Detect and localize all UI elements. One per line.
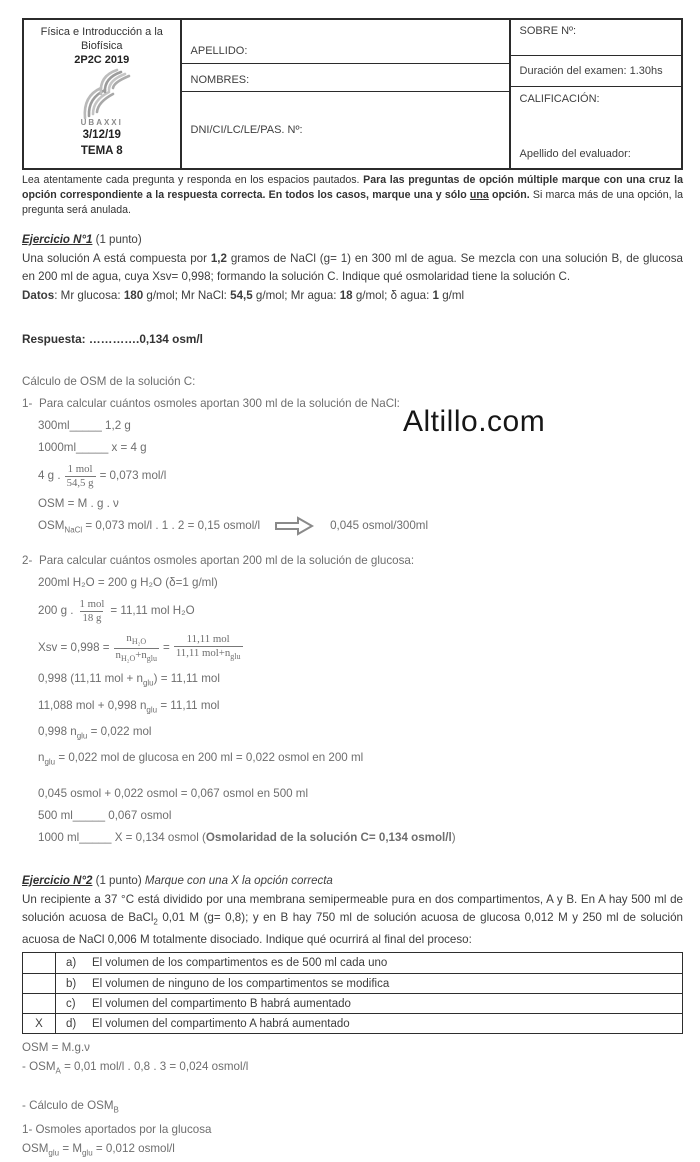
option-b-text: El volumen de ninguno de los compartimentos se modifica	[92, 977, 390, 990]
course-title-line2: Biofísica	[80, 40, 123, 52]
calc-final-line: 1000 ml_____ X = 0,134 osmol (Osmolaridad de la solución C= 0,134 osmol/l)	[38, 830, 456, 844]
calc-osm-formula: OSM = M . g . ν	[38, 497, 119, 510]
sol2-glucosa-step: 1- Osmoles aportados por la glucosa	[22, 1122, 212, 1136]
option-c-text: El volumen del compartimento B habrá aumentado	[92, 997, 351, 1010]
instructions-bold-2: opción.	[488, 189, 530, 201]
options-table	[22, 952, 683, 1034]
nombres-field	[182, 64, 509, 92]
option-c-letter: c)	[66, 997, 76, 1010]
apellido-field	[182, 20, 509, 64]
option-a-text: El volumen de los compartimentos es de 500 ml cada uno	[92, 956, 388, 969]
exam-tema: TEMA 8	[80, 145, 123, 157]
exercise1-statement	[22, 250, 683, 286]
sol2-calc-osm-b: - Cálculo de $OSM_B$	[22, 1099, 119, 1115]
nombres-label: NOMBRES:	[190, 74, 250, 86]
step2-text: Para calcular cuántos osmoles aportan 200 ml de la solución de glucosa:	[39, 554, 415, 568]
step2-number: 2-	[22, 554, 33, 568]
dni-field	[182, 92, 509, 168]
option-d-text: El volumen del compartimento A habrá aumentado	[92, 1017, 350, 1030]
option-b-letter: b)	[66, 977, 77, 990]
option-a-letter: a)	[66, 956, 77, 969]
datos-value-3: 18	[339, 289, 353, 302]
exam-date: 3/12/19	[82, 129, 121, 141]
sobre-field	[511, 20, 681, 56]
ubaxxi-logo-caption: UBAXXI	[80, 118, 123, 127]
header-course-cell	[24, 20, 182, 168]
calificacion-field	[511, 87, 681, 168]
calc-500ml-line: 500 ml_____ 0,067 osmol	[38, 808, 172, 822]
calc-line-1000ml: 1000ml_____ x = 4 g	[38, 441, 147, 454]
instructions-bold-1: Para las preguntas de opción múltiple marque con una cruz la opción correspondiente a la respuesta correcta. En todos los casos, marque una y sólo	[22, 174, 683, 201]
option-d-markbox[interactable]: X	[23, 1014, 56, 1033]
header-table	[22, 18, 683, 170]
instructions-paragraph	[22, 173, 683, 218]
exercise1-datos-line	[22, 287, 683, 305]
exercise1-title: Ejercicio N°1	[22, 234, 93, 246]
evaluador-label: Apellido del evaluador:	[519, 148, 631, 160]
exercise1-heading	[22, 232, 683, 249]
calc-glu-eq-4: $n_{glu} = 0,022$ mol de glucosa en 200 ml = 0,022 osmol en 200 ml	[38, 751, 364, 767]
bacl2-subscript: 2	[153, 916, 158, 926]
frac2-result: = 11,11 mol H₂O	[110, 604, 195, 618]
frac1-result: = 0,073 mol/l	[99, 469, 167, 482]
exercise2-title: Ejercicio N°2	[22, 874, 93, 887]
xsv-prefix: Xsv = 0,998 =	[38, 641, 110, 655]
exercise2-points: (1 punto)	[92, 874, 145, 887]
duracion-field	[511, 56, 681, 87]
altillo-watermark: Altillo.com	[403, 405, 546, 438]
option-row-d[interactable]	[23, 1013, 682, 1033]
exercise2-statement: Un recipiente a 37 °C está dividido por una membrana semipermeable pura en dos compartimentos, A y B. En A hay 500 ml de solución acuosa de BaCl$_2$ 0,01 M (g= 0,8); y en B hay 750 ml de solución acuosa de glucosa 0,012 M y 250 ml de solución acuosa de NaCl 0,006 M totalmente disociado. Indique qué ocurrirá al final del proceso:	[22, 892, 683, 946]
fraction-nh2o: $\frac{n_{H_2O}}{n_{H_2O}+n_{glu}}$	[115, 631, 158, 664]
calc-osm-nacl-line: $OSM_{NaCl} = 0,073$ mol/l . 1 . 2 = 0,15 osmol/l 0,045 osmol/300ml	[38, 515, 683, 541]
header-admin-fields	[509, 20, 681, 168]
datos-value-4: 1	[432, 289, 439, 302]
datos-text-1: : Mr glucosa:	[54, 289, 124, 302]
option-c-markbox[interactable]	[23, 994, 56, 1013]
final-osmolarity-bold: Osmolaridad de la solución C= 0,134 osmol/l	[205, 830, 452, 844]
datos-text-4: g/mol; δ agua:	[352, 289, 433, 302]
datos-text-3: g/mol; Mr agua:	[252, 289, 340, 302]
course-term: 2P2C 2019	[74, 54, 130, 66]
xsv-equals: =	[163, 641, 170, 655]
option-a-markbox[interactable]	[23, 953, 56, 973]
calc-sum-line: 0,045 osmol + 0,022 osmol = 0,067 osmol en 500 ml	[38, 786, 309, 800]
datos-value-1: 180	[123, 289, 144, 302]
answer-line: Respuesta: ………….0,134 osm/l	[22, 332, 203, 346]
option-b-markbox[interactable]	[23, 974, 56, 993]
course-title	[41, 25, 163, 53]
calc-title: Cálculo de OSM de la solución C:	[22, 375, 196, 388]
sol2-osm-formula: OSM = M.g.ν	[22, 1040, 90, 1054]
sol2-osm-glu: $OSM_{glu} = M_{glu} = 0,012$ osmol/l	[22, 1141, 175, 1157]
datos-text-2: g/mol; Mr NaCl:	[143, 289, 231, 302]
calc-glu-eq-3: 0,998 $n_{glu} = 0,022$ mol	[38, 725, 152, 741]
calc-step-1	[22, 393, 683, 415]
sol2-osm-a: - $OSM_A = 0,01$ mol/l . 0,8 . 3 = 0,024 osmol/l	[22, 1059, 249, 1076]
step1-text: Para calcular cuántos osmoles aportan 300 ml de la solución de NaCl:	[39, 397, 400, 410]
dni-label: DNI/CI/LC/LE/PAS. Nº:	[190, 124, 303, 136]
exercise2-subtitle: Marque con una X la opción correcta	[144, 874, 333, 887]
calc-fraction-line-2	[38, 594, 683, 628]
instructions-regular-1: Lea atentamente cada pregunta y responda en los espacios pautados.	[22, 174, 364, 186]
right-block-arrow-icon	[274, 515, 314, 537]
calc-line-300ml: 300ml_____ 1,2 g	[38, 419, 131, 432]
calc-fraction-line-1	[38, 459, 683, 493]
datos-value-2: 54,5	[230, 289, 253, 302]
ubaxxi-logo	[71, 66, 133, 120]
option-row-a[interactable]	[23, 953, 682, 973]
course-title-line1: Física e Introducción a la	[40, 26, 163, 38]
exercise2-heading	[22, 873, 683, 890]
datos-label: Datos	[22, 289, 55, 302]
duracion-label: Duración del examen: 1.30hs	[519, 65, 663, 77]
exercise1-points: (1 punto)	[92, 234, 142, 246]
option-row-b[interactable]	[23, 973, 682, 993]
frac2-prefix: 200 g .	[38, 604, 74, 618]
nacl-subscript: NaCl	[64, 525, 83, 535]
calc-glu-eq-2: 11,088 mol + 0,998 $n_{glu} = 11,11$ mol	[38, 698, 220, 714]
sobre-label: SOBRE Nº:	[519, 25, 577, 37]
fraction-1mol-545g: $\frac{\text{1 mol}}{54,5 g}$	[66, 462, 94, 489]
frac1-prefix: 4 g .	[38, 469, 61, 482]
fraction-1111mol: $\frac{\text{11,11 mol}}{11,11 mol+n_{glu}}$	[175, 633, 241, 662]
header-student-fields	[182, 20, 509, 168]
apellido-label: APELLIDO:	[190, 45, 248, 57]
osm-nacl-result: 0,045 osmol/300ml	[330, 519, 429, 533]
calc-step-2	[22, 550, 683, 572]
instructions-underlined-word: una	[469, 189, 489, 201]
exercise1-text-1: Una solución A está compuesta por	[22, 252, 211, 265]
calc-xsv-line	[38, 628, 683, 668]
instructions-regular-2: Si marca más de una opción, la pregunta será anulada.	[22, 189, 683, 216]
calificacion-label: CALIFICACIÓN:	[519, 93, 600, 105]
fraction-1mol-18g: $\frac{\text{1 mol}}{18 g}$	[79, 597, 105, 624]
datos-text-5: g/ml	[439, 289, 465, 302]
exercise1-bold-number: 1,2	[210, 252, 227, 265]
step1-number: 1-	[22, 397, 33, 410]
calc-glu-eq-1: 0,998 (11,11 mol + $n_{glu}) = 11,11$ mol	[38, 672, 220, 688]
option-d-letter: d)	[66, 1017, 77, 1030]
exercise1-text-2: gramos de NaCl (g= 1) en 300 ml de agua. Se mezcla con una solución B, de glucosa en 200 ml de agua, cuya Xsv= 0,998; formando la solución C. Indique qué osmolaridad tiene la solución C.	[22, 252, 683, 283]
calc-line-200ml-h2o: 200ml H₂O = 200 g H₂O (δ=1 g/ml)	[38, 576, 218, 590]
option-row-c[interactable]	[23, 993, 682, 1013]
